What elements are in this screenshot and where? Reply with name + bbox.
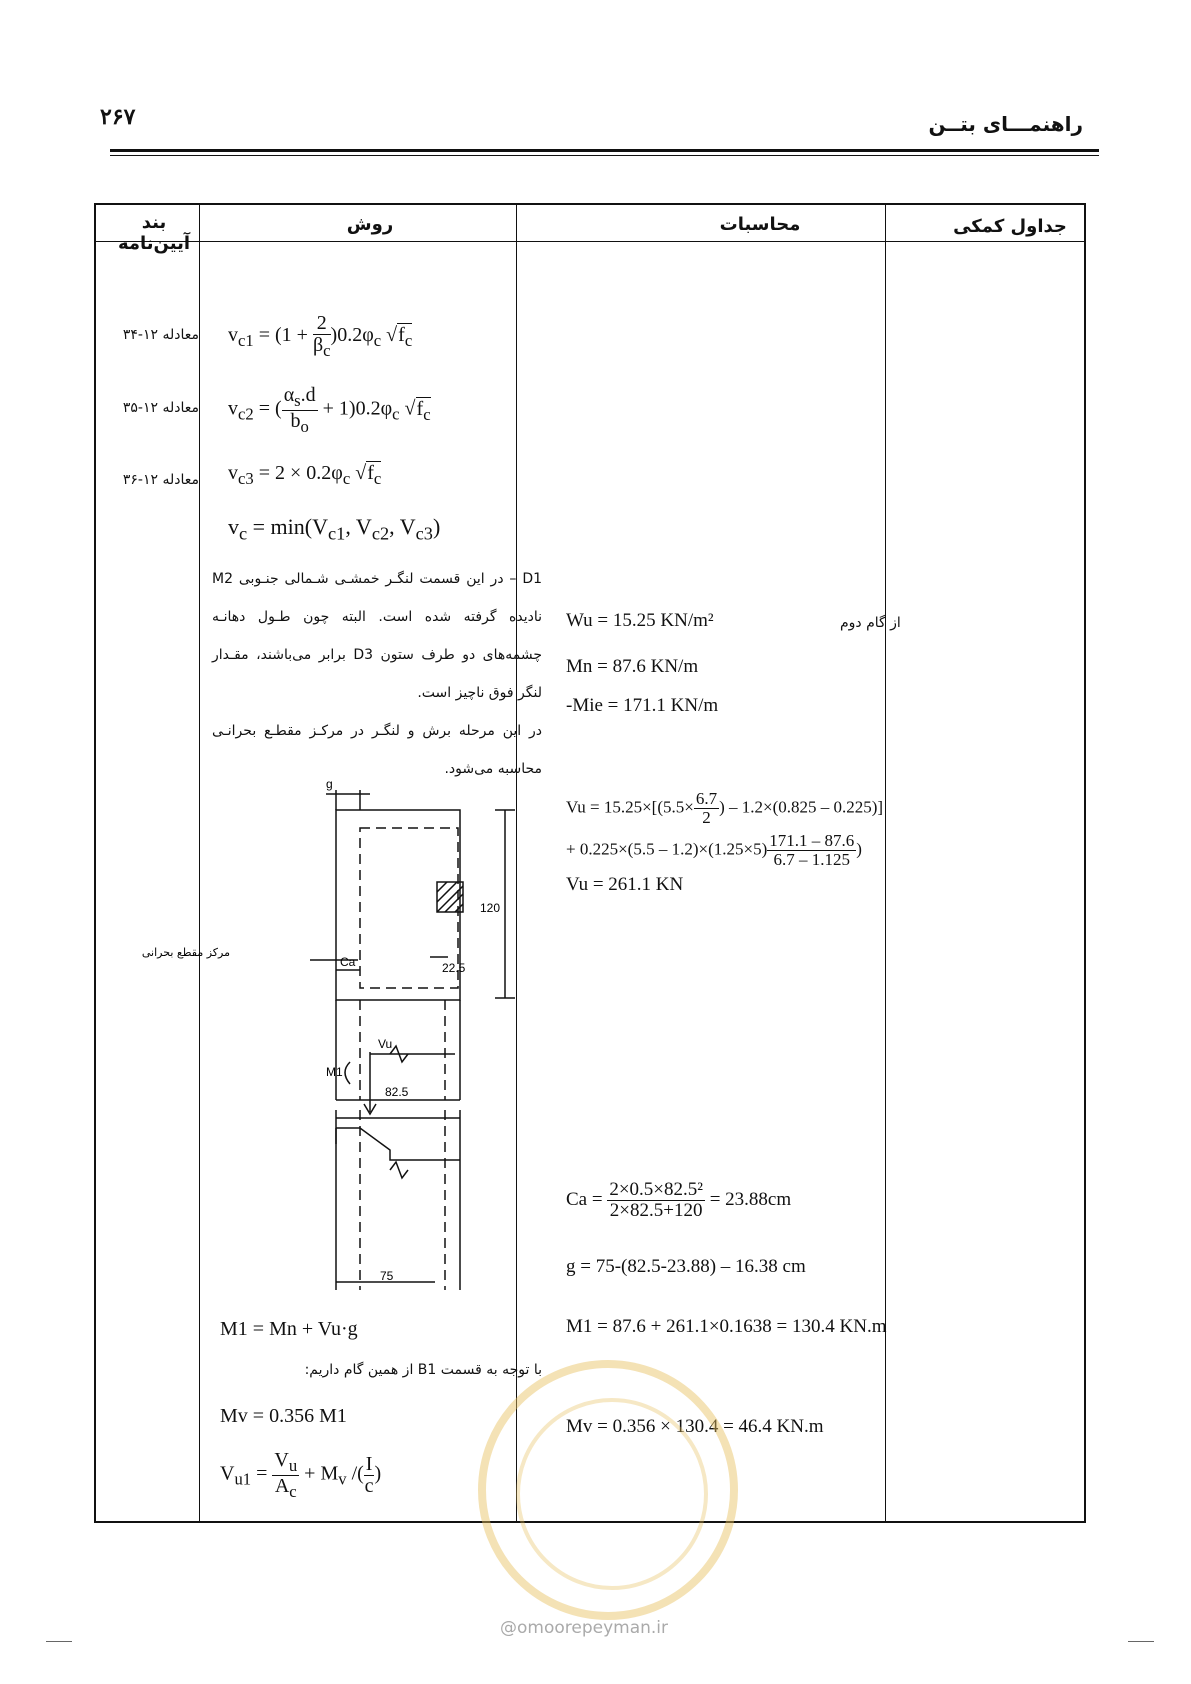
footer-site: @omoorepeyman.ir [500,1618,669,1638]
calc-vu-frac2-num: 171.1 – 87.6 [769,831,855,850]
ref-eq-34: معادله ۱۲-۳۴ [122,327,199,343]
formula-vu1: $V_{u1}$ = $\frac{V_u}{A_c}$ + $M_v$ /( $\frac{I}{c}$ ) [220,1449,382,1501]
label-vu: Vu [378,1037,393,1051]
label-22-5: 22.5 [442,961,466,975]
header-rule-thick [110,149,1099,152]
header-rule-thin [110,155,1099,156]
calc-mv: Mv = 0.356 × 130.4 = 46.4 KN.m [566,1416,824,1437]
calc-ca-lhs: Ca = [566,1188,603,1210]
calc-vu-line-1 [566,790,883,827]
watermark-inner-ring [516,1398,708,1590]
ref-eq-35: معادله ۱۲-۳۵ [122,400,199,416]
watermark-seal [478,1360,738,1620]
calc-ca-rhs: = 23.88cm [709,1188,792,1210]
label-critical-center: مرکز مقطع بحرانی [141,946,230,959]
label-75: 75 [380,1269,394,1283]
formula-mv: Mv = 0.356 M1 [220,1405,347,1427]
col-header-method: روش [346,214,394,235]
calc-wu: Wu = 15.25 KN/m² [566,610,714,631]
method-paragraph-3: با توجه به قسمت B1 از همین گام داریم: [304,1362,542,1378]
header-row-divider [96,241,1084,242]
calc-vu-line-1a: Vu = 15.25×[(5.5× [566,797,694,817]
formula-m1: M1 = Mn + Vu·g [220,1318,358,1340]
formula-vc-min: $v_c = \min(V_{c1}$, $V_{c2}$, $V_{c3}$) [228,514,441,544]
method-paragraph-2: در این مرحله برش و لنگـر در مرکـز مقطـع بحرانـی محاسبه می‌شود. [212,723,542,777]
label-g: g [326,777,333,791]
page-number: ۲۶۷ [100,104,136,130]
col-header-code: بند آیین‌نامه [117,212,191,254]
label-ca: Ca [340,955,356,969]
ref-eq-36: معادله ۱۲-۳۶ [122,472,199,488]
moment-arrow [345,1062,350,1084]
col-header-calc: محاسبات [719,214,801,235]
corner-mark-right [1128,1641,1154,1642]
calc-ca [566,1180,791,1221]
corner-mark-left [46,1641,72,1642]
formula-vc2: $v_{c2}$ = ( $\frac{\alpha_s.d}{b_o}$ + $1)0.2\varphi_c$ $√f_c$ [228,384,431,436]
footing-elevation [336,1128,460,1160]
calc-vu-line-2a: + 0.225×(5.5 – 1.2)×(1.25×5) [566,839,768,859]
formula-vc1: $v_{c1} = (1$ + $\frac{2}{\beta_c}$ )$0.2\varphi_c$ $√f_c$ [228,312,413,360]
label-82-5: 82.5 [385,1085,409,1099]
label-m1: M1 [326,1065,343,1079]
column-divider [199,205,200,1521]
calc-ca-num: 2×0.5×82.5² [609,1179,703,1200]
col-header-aux: جداول کمکی [953,216,1067,237]
critical-section-diagram [141,777,530,1310]
formula-vc3: $v_{c3} = 2 \times 0.2\varphi_c$ $√f_c$ [228,462,382,488]
calc-vu-frac2-den: 6.7 – 1.125 [773,849,850,869]
calc-vu-result: Vu = 261.1 KN [566,874,684,895]
label-120: 120 [480,901,501,915]
calc-vu-frac1-num: 6.7 [695,789,718,808]
calc-m1: M1 = 87.6 + 261.1×0.1638 = 130.4 KN.m [566,1316,887,1337]
calc-vu-frac1-den: 2 [702,807,711,827]
calc-mie: -Mie = 171.1 KN/m [566,695,719,716]
calc-vu-line-1b: ) – 1.2×(0.825 – 0.225)] [719,797,884,817]
calc-g: g = 75-(82.5-23.88) – 16.38 cm [566,1256,806,1277]
calc-wu-note: از گام دوم [840,615,901,631]
book-title: راهنمـــای بتــن [928,112,1083,136]
method-paragraph-1: D1 – در این قسمت لنگـر خمشـی شـمالی جنـوبی M2 نادیده گرفته شده است. البته چون طـول دهانـه چشمه‌های دو طرف ستون D3 برابر می‌باشند، مقـدار لنگر فوق ناچیز است. [212,571,542,701]
calc-vu-line-2b: ) [856,839,862,859]
calc-vu-line-2 [566,832,862,869]
calc-mn: Mn = 87.6 KN/m [566,656,699,677]
calc-ca-den: 2×82.5+120 [609,1199,703,1221]
